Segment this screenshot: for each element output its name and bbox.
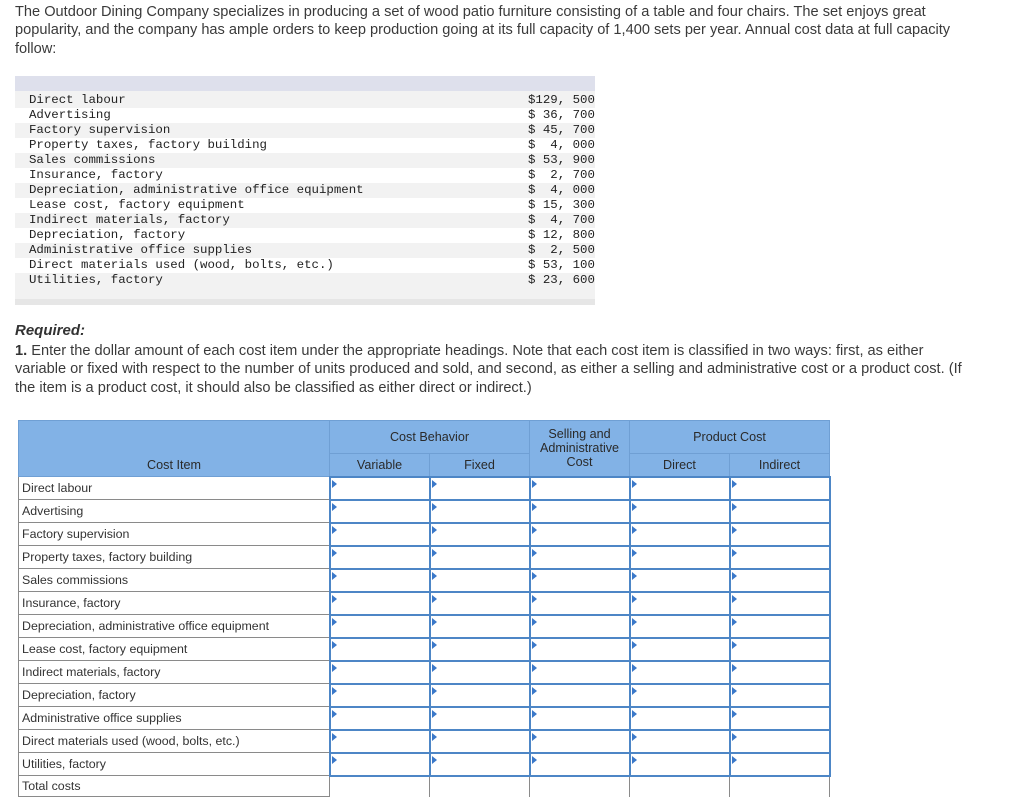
indirect-amount-input[interactable] [731, 639, 829, 660]
cell-fixed [430, 546, 530, 569]
cell-marker-icon [432, 595, 437, 603]
cell-marker-icon [532, 549, 537, 557]
table-row [19, 730, 830, 753]
direct-amount-input[interactable] [631, 685, 729, 706]
cost-data-row [15, 123, 595, 138]
cell-marker-icon [732, 526, 737, 534]
cell-marker-icon [532, 756, 537, 764]
cost-data-label: Utilities, factory [29, 273, 163, 287]
cost-data-row [15, 243, 595, 258]
cell-selling-admin [530, 477, 630, 500]
indirect-amount-input[interactable] [731, 754, 829, 775]
cell-marker-icon [532, 572, 537, 580]
cell-selling-admin [530, 592, 630, 615]
indirect-amount-input[interactable] [731, 524, 829, 545]
header-fixed: Fixed [430, 454, 530, 477]
fixed-amount-input[interactable] [431, 593, 529, 614]
selling-admin-amount-input[interactable] [531, 524, 629, 545]
fixed-amount-input[interactable] [431, 524, 529, 545]
cell-selling-admin [530, 707, 630, 730]
cell-marker-icon [432, 572, 437, 580]
cell-variable [330, 500, 430, 523]
cell-selling-admin [530, 615, 630, 638]
cell-marker-icon [632, 618, 637, 626]
cell-direct [630, 661, 730, 684]
cost-data-amount: $ 2, 700 [528, 168, 595, 182]
direct-amount-input[interactable] [631, 478, 729, 499]
cost-data-amount: $ 2, 500 [528, 243, 595, 257]
variable-amount-input[interactable] [331, 593, 429, 614]
cost-data-amount: $ 36, 700 [528, 108, 595, 122]
cell-fixed [430, 707, 530, 730]
cost-item-label: Utilities, factory [19, 753, 330, 776]
cost-data-label: Direct labour [29, 93, 126, 107]
total-cell [630, 776, 730, 797]
fixed-amount-input[interactable] [431, 731, 529, 752]
indirect-amount-input[interactable] [731, 501, 829, 522]
cell-marker-icon [732, 549, 737, 557]
cost-item-label: Sales commissions [19, 569, 330, 592]
cell-marker-icon [632, 733, 637, 741]
cell-marker-icon [732, 733, 737, 741]
selling-admin-amount-input[interactable] [531, 662, 629, 683]
cell-marker-icon [432, 756, 437, 764]
cost-classification-table [18, 420, 831, 797]
cell-marker-icon [432, 710, 437, 718]
header-indirect: Indirect [730, 454, 830, 477]
indirect-amount-input[interactable] [731, 593, 829, 614]
table-row [19, 684, 830, 707]
cell-marker-icon [332, 595, 337, 603]
cell-direct [630, 730, 730, 753]
cell-variable [330, 684, 430, 707]
cost-data-amount: $ 12, 800 [528, 228, 595, 242]
cell-direct [630, 707, 730, 730]
variable-amount-input[interactable] [331, 754, 429, 775]
variable-amount-input[interactable] [331, 478, 429, 499]
cell-fixed [430, 569, 530, 592]
cell-direct [630, 592, 730, 615]
cost-data-row [15, 108, 595, 123]
cell-marker-icon [632, 549, 637, 557]
cost-data-label: Property taxes, factory building [29, 138, 267, 152]
direct-amount-input[interactable] [631, 547, 729, 568]
cell-fixed [430, 592, 530, 615]
direct-amount-input[interactable] [631, 754, 729, 775]
cost-item-label: Indirect materials, factory [19, 661, 330, 684]
cost-item-label: Administrative office supplies [19, 707, 330, 730]
direct-amount-input[interactable] [631, 593, 729, 614]
cell-marker-icon [532, 526, 537, 534]
direct-amount-input[interactable] [631, 731, 729, 752]
fixed-amount-input[interactable] [431, 616, 529, 637]
cell-marker-icon [632, 526, 637, 534]
cell-marker-icon [332, 733, 337, 741]
cell-indirect [730, 569, 830, 592]
cell-direct [630, 638, 730, 661]
cell-selling-admin [530, 569, 630, 592]
cost-data-row [15, 153, 595, 168]
selling-admin-amount-input[interactable] [531, 639, 629, 660]
total-cell [730, 776, 830, 797]
table-row [19, 615, 830, 638]
variable-amount-input[interactable] [331, 501, 429, 522]
cell-marker-icon [332, 710, 337, 718]
cost-data-label: Insurance, factory [29, 168, 163, 182]
cost-data-amount: $ 53, 900 [528, 153, 595, 167]
cost-data-label: Indirect materials, factory [29, 213, 230, 227]
table-row [19, 753, 830, 776]
cell-marker-icon [632, 756, 637, 764]
direct-amount-input[interactable] [631, 524, 729, 545]
cell-variable [330, 477, 430, 500]
cost-data-amount: $ 4, 700 [528, 213, 595, 227]
table-row [19, 661, 830, 684]
table-row [19, 477, 830, 500]
cost-data-row [15, 183, 595, 198]
cell-marker-icon [732, 687, 737, 695]
variable-amount-input[interactable] [331, 662, 429, 683]
header-variable: Variable [330, 454, 430, 477]
cell-selling-admin [530, 661, 630, 684]
cell-selling-admin [530, 500, 630, 523]
cell-marker-icon [432, 641, 437, 649]
cell-indirect [730, 707, 830, 730]
cell-marker-icon [332, 480, 337, 488]
table-row [19, 638, 830, 661]
variable-amount-input[interactable] [331, 524, 429, 545]
direct-amount-input[interactable] [631, 639, 729, 660]
cost-data-label: Advertising [29, 108, 111, 122]
cell-marker-icon [532, 710, 537, 718]
required-body: Enter the dollar amount of each cost item under the appropriate headings. Note that each cost item is classified in two ways: first, as either variable or fixed with respect to the number of units produced and sold, and second, as either a selling and administrative cost or a product cost. (If the item is a product cost, it should also be classified as either direct or indirect.) [15, 343, 962, 396]
cost-data-amount: $ 4, 000 [528, 138, 595, 152]
table-row [19, 592, 830, 615]
cell-direct [630, 546, 730, 569]
header-cost-behavior: Cost Behavior [330, 421, 530, 454]
cell-fixed [430, 500, 530, 523]
cost-data-row [15, 258, 595, 273]
cell-marker-icon [332, 549, 337, 557]
cell-marker-icon [632, 503, 637, 511]
selling-admin-amount-input[interactable] [531, 708, 629, 729]
cell-marker-icon [732, 572, 737, 580]
variable-amount-input[interactable] [331, 639, 429, 660]
required-heading: Required: [15, 322, 86, 339]
cell-indirect [730, 592, 830, 615]
cost-item-label: Direct materials used (wood, bolts, etc.) [19, 730, 330, 753]
indirect-amount-input[interactable] [731, 547, 829, 568]
cell-variable [330, 730, 430, 753]
selling-admin-amount-input[interactable] [531, 478, 629, 499]
cost-data-row [15, 213, 595, 228]
fixed-amount-input[interactable] [431, 685, 529, 706]
cell-indirect [730, 753, 830, 776]
cost-data-label: Sales commissions [29, 153, 156, 167]
cell-indirect [730, 684, 830, 707]
cell-direct [630, 500, 730, 523]
fixed-amount-input[interactable] [431, 570, 529, 591]
header-selling-admin: Selling and Administrative Cost [530, 421, 630, 477]
cost-data-amount: $129, 500 [528, 93, 595, 107]
cell-marker-icon [432, 664, 437, 672]
variable-amount-input[interactable] [331, 570, 429, 591]
cell-marker-icon [332, 664, 337, 672]
indirect-amount-input[interactable] [731, 478, 829, 499]
cell-variable [330, 592, 430, 615]
cell-indirect [730, 500, 830, 523]
cell-variable [330, 661, 430, 684]
table-row [19, 707, 830, 730]
cell-marker-icon [332, 641, 337, 649]
cost-data-row [15, 138, 595, 153]
selling-admin-amount-input[interactable] [531, 731, 629, 752]
variable-amount-input[interactable] [331, 547, 429, 568]
cell-marker-icon [732, 503, 737, 511]
cost-item-label: Depreciation, administrative office equipment [19, 615, 330, 638]
cell-fixed [430, 638, 530, 661]
cell-marker-icon [432, 503, 437, 511]
header-blank-top [19, 421, 330, 477]
cost-data-label: Lease cost, factory equipment [29, 198, 245, 212]
cell-selling-admin [530, 638, 630, 661]
fixed-amount-input[interactable] [431, 639, 529, 660]
cell-marker-icon [532, 664, 537, 672]
cell-variable [330, 753, 430, 776]
cell-fixed [430, 523, 530, 546]
selling-admin-amount-input[interactable] [531, 754, 629, 775]
variable-amount-input[interactable] [331, 685, 429, 706]
selling-admin-amount-input[interactable] [531, 616, 629, 637]
cell-fixed [430, 753, 530, 776]
cell-marker-icon [432, 549, 437, 557]
cell-indirect [730, 523, 830, 546]
selling-admin-amount-input[interactable] [531, 570, 629, 591]
cell-fixed [430, 684, 530, 707]
table-row [19, 569, 830, 592]
indirect-amount-input[interactable] [731, 570, 829, 591]
total-cell [330, 776, 430, 797]
cell-marker-icon [532, 641, 537, 649]
fixed-amount-input[interactable] [431, 501, 529, 522]
cost-item-label: Depreciation, factory [19, 684, 330, 707]
header-direct: Direct [630, 454, 730, 477]
fixed-amount-input[interactable] [431, 754, 529, 775]
cost-data-label: Depreciation, administrative office equipment [29, 183, 364, 197]
cell-marker-icon [632, 687, 637, 695]
cell-marker-icon [732, 595, 737, 603]
fixed-amount-input[interactable] [431, 662, 529, 683]
cell-marker-icon [732, 618, 737, 626]
cell-indirect [730, 477, 830, 500]
cell-marker-icon [332, 687, 337, 695]
cell-variable [330, 546, 430, 569]
cell-variable [330, 523, 430, 546]
cost-data-panel [15, 76, 595, 300]
cell-direct [630, 753, 730, 776]
cost-item-label: Advertising [19, 500, 330, 523]
variable-amount-input[interactable] [331, 616, 429, 637]
cost-data-amount: $ 15, 300 [528, 198, 595, 212]
cell-marker-icon [432, 687, 437, 695]
direct-amount-input[interactable] [631, 501, 729, 522]
direct-amount-input[interactable] [631, 570, 729, 591]
cell-marker-icon [632, 572, 637, 580]
cell-indirect [730, 615, 830, 638]
cell-marker-icon [332, 503, 337, 511]
cost-data-amount: $ 4, 000 [528, 183, 595, 197]
header-product-cost: Product Cost [630, 421, 830, 454]
cell-marker-icon [532, 595, 537, 603]
total-cell [430, 776, 530, 797]
cell-variable [330, 638, 430, 661]
total-costs-label: Total costs [19, 776, 330, 797]
selling-admin-amount-input[interactable] [531, 685, 629, 706]
indirect-amount-input[interactable] [731, 685, 829, 706]
selling-admin-amount-input[interactable] [531, 547, 629, 568]
cell-marker-icon [732, 710, 737, 718]
cell-marker-icon [432, 480, 437, 488]
cell-variable [330, 615, 430, 638]
cell-selling-admin [530, 753, 630, 776]
total-row [19, 776, 830, 797]
cell-marker-icon [432, 733, 437, 741]
cost-data-amount: $ 53, 100 [528, 258, 595, 272]
indirect-amount-input[interactable] [731, 616, 829, 637]
cost-data-label: Depreciation, factory [29, 228, 186, 242]
cell-marker-icon [432, 618, 437, 626]
cost-item-label: Direct labour [19, 477, 330, 500]
cost-data-row [15, 198, 595, 213]
cell-marker-icon [732, 664, 737, 672]
direct-amount-input[interactable] [631, 616, 729, 637]
header-cost-item: Cost Item [147, 458, 201, 472]
cell-indirect [730, 730, 830, 753]
cell-selling-admin [530, 546, 630, 569]
cell-marker-icon [332, 526, 337, 534]
direct-amount-input[interactable] [631, 662, 729, 683]
cell-direct [630, 477, 730, 500]
cell-marker-icon [632, 664, 637, 672]
cost-item-label: Lease cost, factory equipment [19, 638, 330, 661]
cell-variable [330, 707, 430, 730]
cell-indirect [730, 661, 830, 684]
cell-indirect [730, 546, 830, 569]
fixed-amount-input[interactable] [431, 708, 529, 729]
cell-marker-icon [732, 641, 737, 649]
cell-selling-admin [530, 684, 630, 707]
cost-data-row [15, 168, 595, 183]
indirect-amount-input[interactable] [731, 662, 829, 683]
cell-variable [330, 569, 430, 592]
cell-marker-icon [532, 618, 537, 626]
cell-marker-icon [332, 756, 337, 764]
required-instructions [15, 342, 975, 397]
fixed-amount-input[interactable] [431, 478, 529, 499]
required-number: 1. [15, 343, 28, 359]
cost-data-label: Factory supervision [29, 123, 171, 137]
cell-direct [630, 615, 730, 638]
cell-fixed [430, 661, 530, 684]
cell-direct [630, 523, 730, 546]
cell-marker-icon [632, 595, 637, 603]
table-row [19, 500, 830, 523]
cell-direct [630, 569, 730, 592]
cell-marker-icon [532, 687, 537, 695]
fixed-amount-input[interactable] [431, 547, 529, 568]
cell-selling-admin [530, 730, 630, 753]
cost-item-label: Insurance, factory [19, 592, 330, 615]
cell-marker-icon [332, 572, 337, 580]
cell-marker-icon [732, 756, 737, 764]
selling-admin-amount-input[interactable] [531, 593, 629, 614]
cell-marker-icon [532, 503, 537, 511]
cost-data-amount: $ 45, 700 [528, 123, 595, 137]
direct-amount-input[interactable] [631, 708, 729, 729]
cost-data-label: Administrative office supplies [29, 243, 253, 257]
table-row [19, 523, 830, 546]
cell-indirect [730, 638, 830, 661]
cost-data-row [15, 273, 595, 288]
cell-marker-icon [632, 480, 637, 488]
cell-fixed [430, 730, 530, 753]
indirect-amount-input[interactable] [731, 708, 829, 729]
cost-item-label: Property taxes, factory building [19, 546, 330, 569]
cost-data-row [15, 228, 595, 243]
total-cell [530, 776, 630, 797]
selling-admin-amount-input[interactable] [531, 501, 629, 522]
variable-amount-input[interactable] [331, 708, 429, 729]
cell-marker-icon [532, 733, 537, 741]
cost-data-label: Direct materials used (wood, bolts, etc.) [29, 258, 334, 272]
cell-fixed [430, 477, 530, 500]
cell-selling-admin [530, 523, 630, 546]
problem-intro: The Outdoor Dining Company specializes in producing a set of wood patio furniture consisting of a table and four chairs. The set enjoys great popularity, and the company has ample orders to keep production going at its full capacity of 1,400 sets per year. Annual cost data at full capacity follow: [15, 4, 951, 57]
cell-marker-icon [432, 526, 437, 534]
variable-amount-input[interactable] [331, 731, 429, 752]
cell-marker-icon [632, 641, 637, 649]
indirect-amount-input[interactable] [731, 731, 829, 752]
cell-direct [630, 684, 730, 707]
cost-data-amount: $ 23, 600 [528, 273, 595, 287]
cell-marker-icon [732, 480, 737, 488]
cost-data-row [15, 93, 595, 108]
cell-marker-icon [332, 618, 337, 626]
cost-item-label: Factory supervision [19, 523, 330, 546]
cell-marker-icon [632, 710, 637, 718]
cell-marker-icon [532, 480, 537, 488]
cell-fixed [430, 615, 530, 638]
table-row [19, 546, 830, 569]
